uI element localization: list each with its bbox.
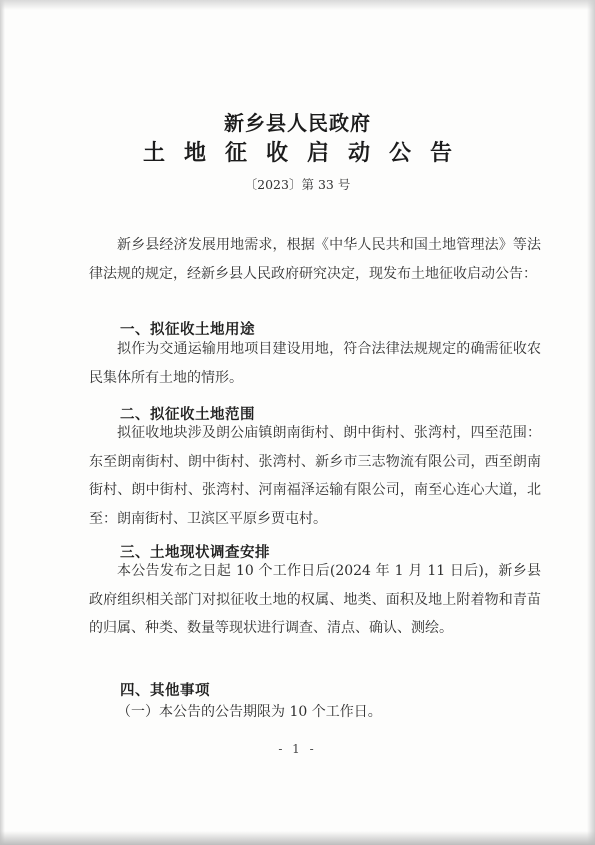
section-body-2: 拟征收地块涉及朗公庙镇朗南街村、朗中街村、张湾村，四至范围：东至朗南街村、朗中街村、张湾村、新乡市三志物流有限公司，西至朗南街村、朗中街村、张湾村、河南福泽运输有限公司，南至心连心大道，北至：朗南街村、卫滨区平原乡贾屯村。 [89,425,541,527]
scan-shadow-bottom [0,831,595,845]
document-number: 〔2023〕第 33 号 [244,177,351,192]
section-heading-3: 三、土地现状调查安排 [120,545,270,561]
scan-shadow-top [0,0,595,10]
section-body-1: 拟作为交通运输用地项目建设用地，符合法律法规规定的确需征收农民集体所有土地的情形。 [89,341,541,386]
intro-paragraph: 新乡县经济发展用地需求，根据《中华人民共和国土地管理法》等法律法规的规定，经新乡县人民政府研究决定，现发布土地征收启动公告： [89,237,541,282]
section-body-4: （一）本公告的公告期限为 10 个工作日。 [117,704,382,720]
section-heading-1: 一、拟征收土地用途 [120,322,255,338]
section-heading-2: 二、拟征收土地范围 [120,407,255,423]
page-number: - 1 - [278,742,317,756]
issuer-name: 新乡县人民政府 [224,111,371,135]
section-heading-4: 四、其他事项 [120,682,210,699]
section-body-3: 本公告发布之日起 10 个工作日后(2024 年 1 月 11 日后)，新乡县政府组织相关部门对拟征收土地的权属、地类、面积及地上附着物和青苗的归属、种类、数量等现状进行调查、清点、确认、测绘。 [89,563,541,636]
document-title: 土地征收启动公告 [142,141,471,166]
